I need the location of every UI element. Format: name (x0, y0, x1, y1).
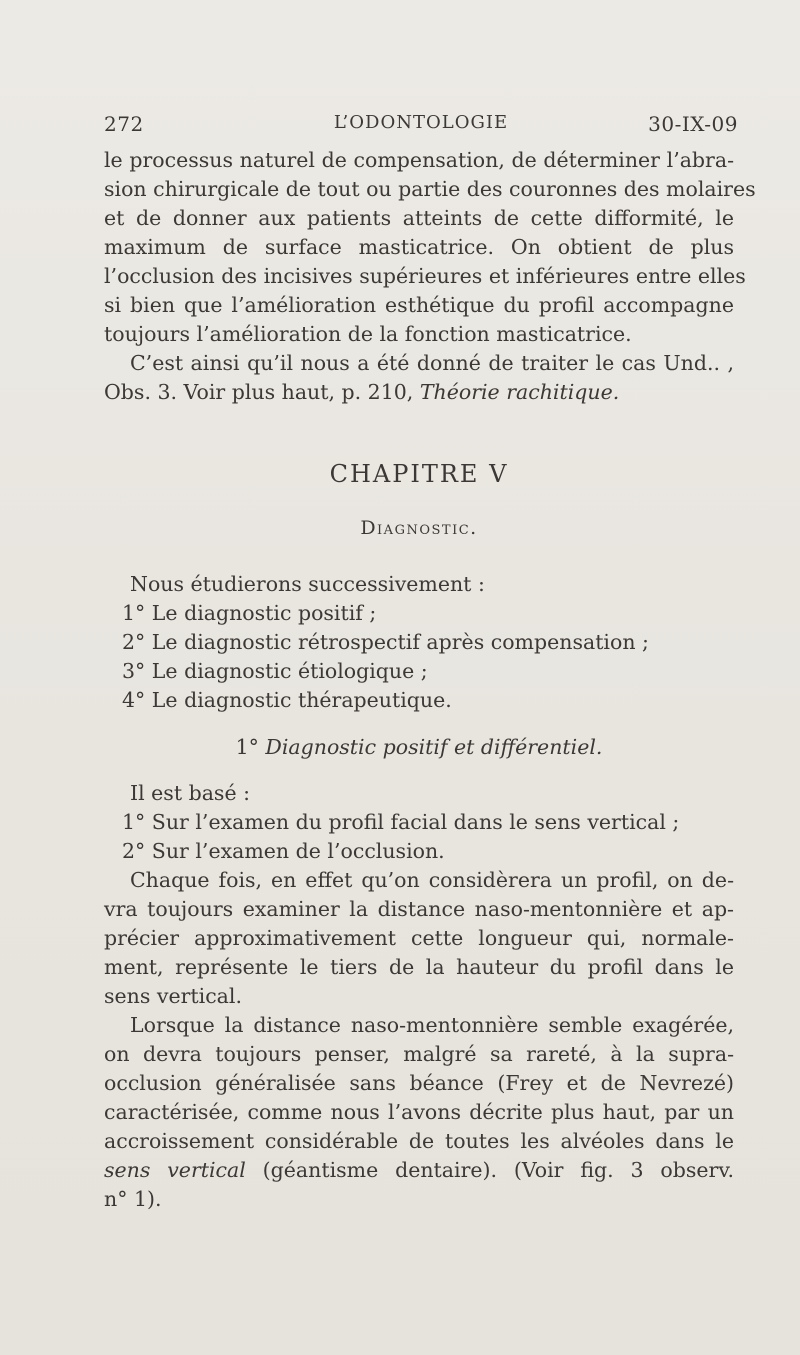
subheading (104, 733, 734, 762)
text-line: toujours l’amélioration de la fonction masticatrice. (104, 322, 632, 346)
text-line: ment, représente le tiers de la hauteur du profil dans le (104, 955, 734, 979)
list-item: 3° Le diagnostic étiologique ; (122, 659, 428, 683)
text-line: Il est basé : (130, 781, 250, 805)
journal-title: L’ODONTOLOGIE (333, 112, 509, 133)
list-item: 1° Sur l’examen du profil facial dans le sens vertical ; (122, 810, 680, 834)
text-line: accroissement considérable de toutes les alvéoles dans le (104, 1129, 734, 1153)
page-number: 272 (104, 112, 144, 136)
reference-text: Obs. 3. Voir plus haut, p. 210, (104, 380, 414, 404)
text-line: n° 1). (104, 1187, 162, 1211)
emphasis-text: sens vertical (104, 1158, 246, 1182)
text-span: (géantisme dentaire). (Voir fig. 3 observ. (262, 1158, 734, 1182)
text-line: maximum de surface masticatrice. On obtient de plus (104, 235, 734, 259)
list-item: 1° Le diagnostic positif ; (122, 601, 377, 625)
text-line: C’est ainsi qu’il nous a été donné de traiter le cas Und.. , (130, 351, 734, 375)
text-line: sion chirurgicale de tout ou partie des couronnes des molaires (104, 177, 756, 201)
text-line (104, 1156, 734, 1185)
issue-date: 30-IX-09 (648, 112, 738, 136)
text-line: vra toujours examiner la distance naso-mentonnière et ap- (104, 897, 734, 921)
subheading-line (104, 733, 734, 762)
text-line: on devra toujours penser, malgré sa rareté, à la supra- (104, 1042, 734, 1066)
text-line: le processus naturel de compensation, de déterminer l’abra- (104, 148, 734, 172)
text-line: occlusion généralisée sans béance (Frey et de Nevrezé) (104, 1071, 734, 1095)
reference-title: Théorie rachitique. (419, 380, 620, 404)
list-item: 2° Sur l’examen de l’occlusion. (122, 839, 445, 863)
list-item: 2° Le diagnostic rétrospectif après compensation ; (122, 630, 649, 654)
paragraph-continuation (104, 146, 756, 349)
text-line: précier approximativement cette longueur qui, normale- (104, 926, 734, 950)
text-line: et de donner aux patients atteints de cette difformité, le (104, 206, 734, 230)
paragraph-supraocclusion (104, 1011, 734, 1214)
text-line: Lorsque la distance naso-mentonnière semble exagérée, (130, 1013, 734, 1037)
text-line: caractérisée, comme nous l’avons décrite plus haut, par un (104, 1100, 734, 1124)
chapter-heading: CHAPITRE V (329, 460, 509, 488)
text-line (104, 378, 734, 407)
diagnostic-list (104, 570, 734, 715)
list-item: 4° Le diagnostic thérapeutique. (122, 688, 452, 712)
text-line: sens vertical. (104, 984, 242, 1008)
section-heading: Diagnostic. (360, 517, 478, 539)
subheading-number: 1° (235, 735, 259, 759)
text-line: Nous étudierons successivement : (130, 572, 485, 596)
paragraph-reference (104, 349, 734, 407)
text-line: l’occlusion des incisives supérieures et inférieures entre elles (104, 264, 746, 288)
subheading-title: Diagnostic positif et différentiel. (265, 735, 603, 759)
running-header (104, 112, 738, 142)
paragraph-profile (104, 866, 734, 1011)
text-line: si bien que l’amélioration esthétique du profil accompagne (104, 293, 734, 317)
text-line: Chaque fois, en effet qu’on considèrera un profil, on de- (130, 868, 734, 892)
basis-list (104, 779, 734, 866)
